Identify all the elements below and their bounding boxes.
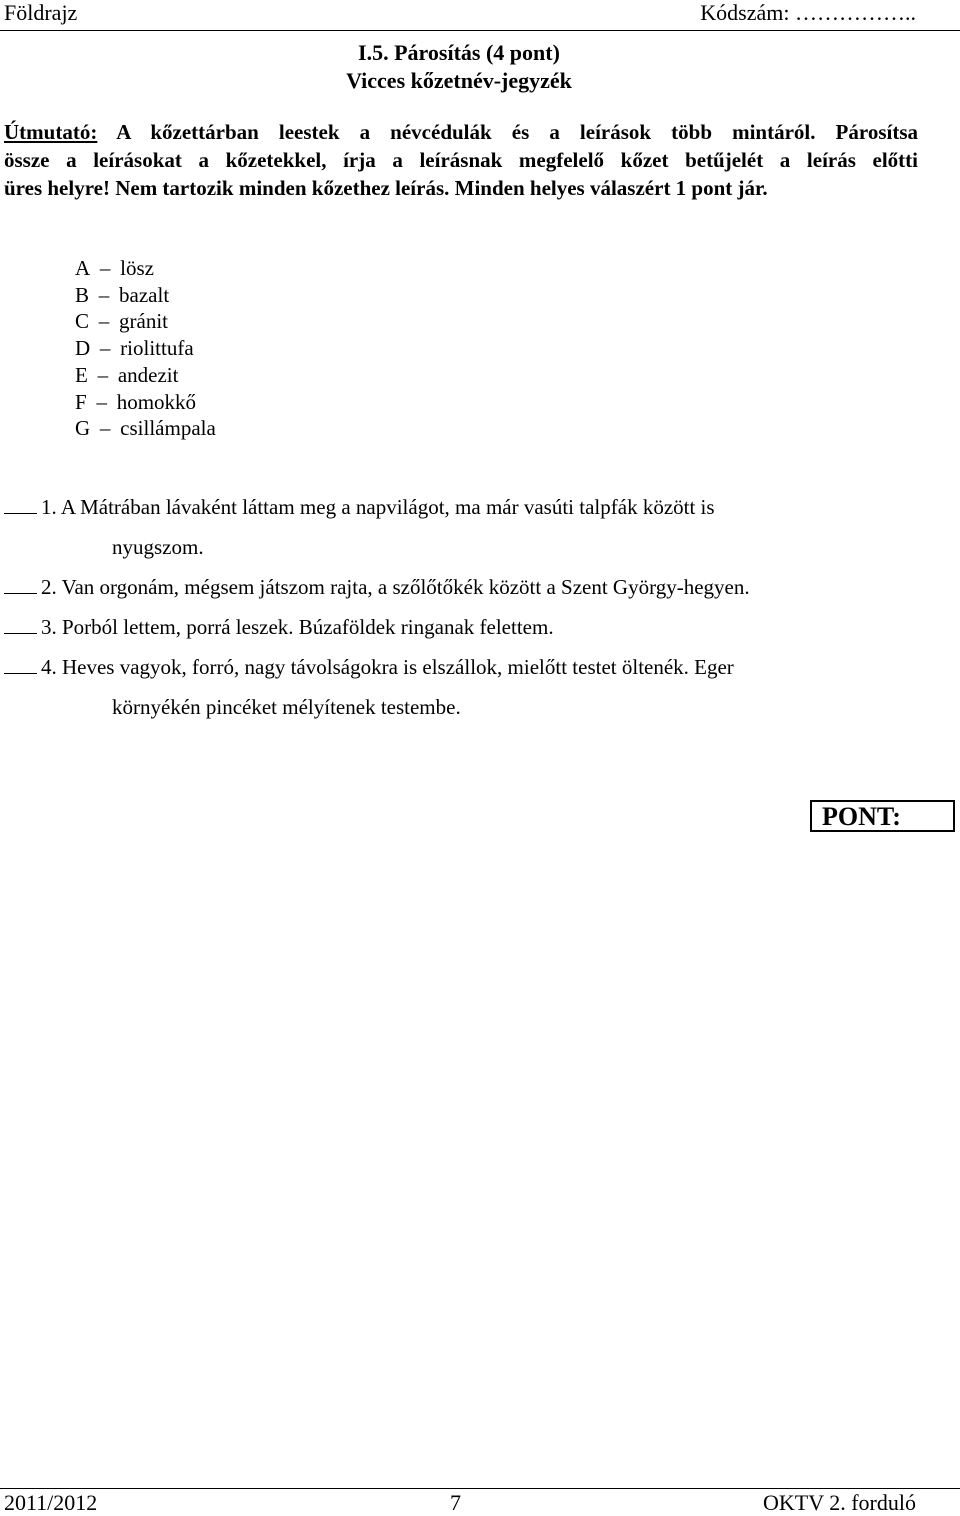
option-letter: D [75, 336, 91, 361]
footer-divider [0, 1488, 960, 1489]
option-dash: – [98, 282, 110, 307]
question-number: 2. [41, 575, 57, 599]
rock-option [75, 282, 216, 309]
option-name: lösz [120, 256, 154, 280]
instructions-line-1-text: A kőzettárban leestek a névcédulák és a leírások több mintáról. Párosítsa [97, 120, 918, 144]
question-number: 1. [41, 495, 57, 519]
option-letter: E [75, 362, 88, 387]
option-dash: – [96, 389, 107, 414]
question-1 [4, 495, 715, 520]
option-letter: F [75, 389, 87, 414]
instructions-line-3: üres helyre! Nem tartozik minden kőzethez leírás. Minden helyes válaszért 1 pont jár. [4, 176, 768, 200]
option-letter: G [75, 416, 91, 441]
rock-option [75, 362, 216, 389]
header-divider [0, 30, 960, 31]
option-name: csillámpala [120, 416, 216, 441]
question-number: 3. [41, 615, 57, 639]
question-number: 4. [41, 655, 57, 679]
task-title: I.5. Párosítás (4 pont) [358, 40, 560, 65]
option-name: bazalt [119, 282, 170, 307]
option-letter: A [75, 256, 91, 280]
option-name: andezit [117, 362, 179, 387]
option-name: homokkő [116, 389, 197, 414]
option-dash: – [99, 256, 111, 280]
header-code-label: Kódszám: …………….. [700, 0, 916, 25]
answer-blank-2[interactable] [4, 575, 37, 594]
footer-year: 2011/2012 [4, 1490, 98, 1515]
question-text: A Mátrában lávaként láttam meg a napvilágot, ma már vasúti talpfák között is [60, 495, 715, 519]
question-text: Heves vagyok, forró, nagy távolságokra is elszállok, mielőtt testet öltenék. Eger [62, 655, 734, 679]
question-text: Van orgonám, mégsem játszom rajta, a szőlőtőkék között a Szent György-hegyen. [61, 575, 750, 599]
option-dash: – [98, 309, 110, 334]
rock-option [75, 335, 216, 362]
question-4-continuation: környékén pincéket mélyítenek testembe. [112, 695, 461, 719]
option-letter: B [75, 282, 90, 307]
task-subtitle: Vicces kőzetnév-jegyzék [346, 68, 572, 93]
option-dash: – [99, 336, 111, 361]
question-text: Porból lettem, porrá leszek. Búzaföldek ringanak felettem. [62, 615, 554, 639]
answer-blank-3[interactable] [4, 615, 37, 634]
rock-options-list [75, 255, 216, 442]
rock-option [75, 389, 216, 416]
instructions-label: Útmutató: [4, 120, 98, 144]
rock-option [75, 415, 216, 442]
rock-option [75, 255, 216, 282]
option-name: gránit [119, 309, 168, 334]
option-dash: – [99, 416, 111, 441]
instructions [4, 118, 918, 202]
instructions-line-1 [4, 118, 918, 146]
answer-blank-1[interactable] [4, 495, 37, 514]
page-number: 7 [450, 1490, 461, 1515]
option-letter: C [75, 309, 90, 334]
question-3 [4, 615, 554, 640]
option-dash: – [97, 362, 109, 387]
header-subject: Földrajz [4, 0, 78, 25]
option-name: riolittufa [120, 336, 194, 361]
footer-competition: OKTV 2. forduló [763, 1490, 916, 1515]
score-box[interactable]: PONT: [810, 800, 955, 832]
rock-option [75, 308, 216, 335]
instructions-line-2: össze a leírásokat a kőzetekkel, írja a leírásnak megfelelő kőzet betűjelét a leírás előtti [4, 148, 918, 172]
question-1-continuation: nyugszom. [112, 535, 204, 559]
answer-blank-4[interactable] [4, 655, 37, 674]
question-2 [4, 575, 750, 600]
question-4 [4, 655, 734, 680]
